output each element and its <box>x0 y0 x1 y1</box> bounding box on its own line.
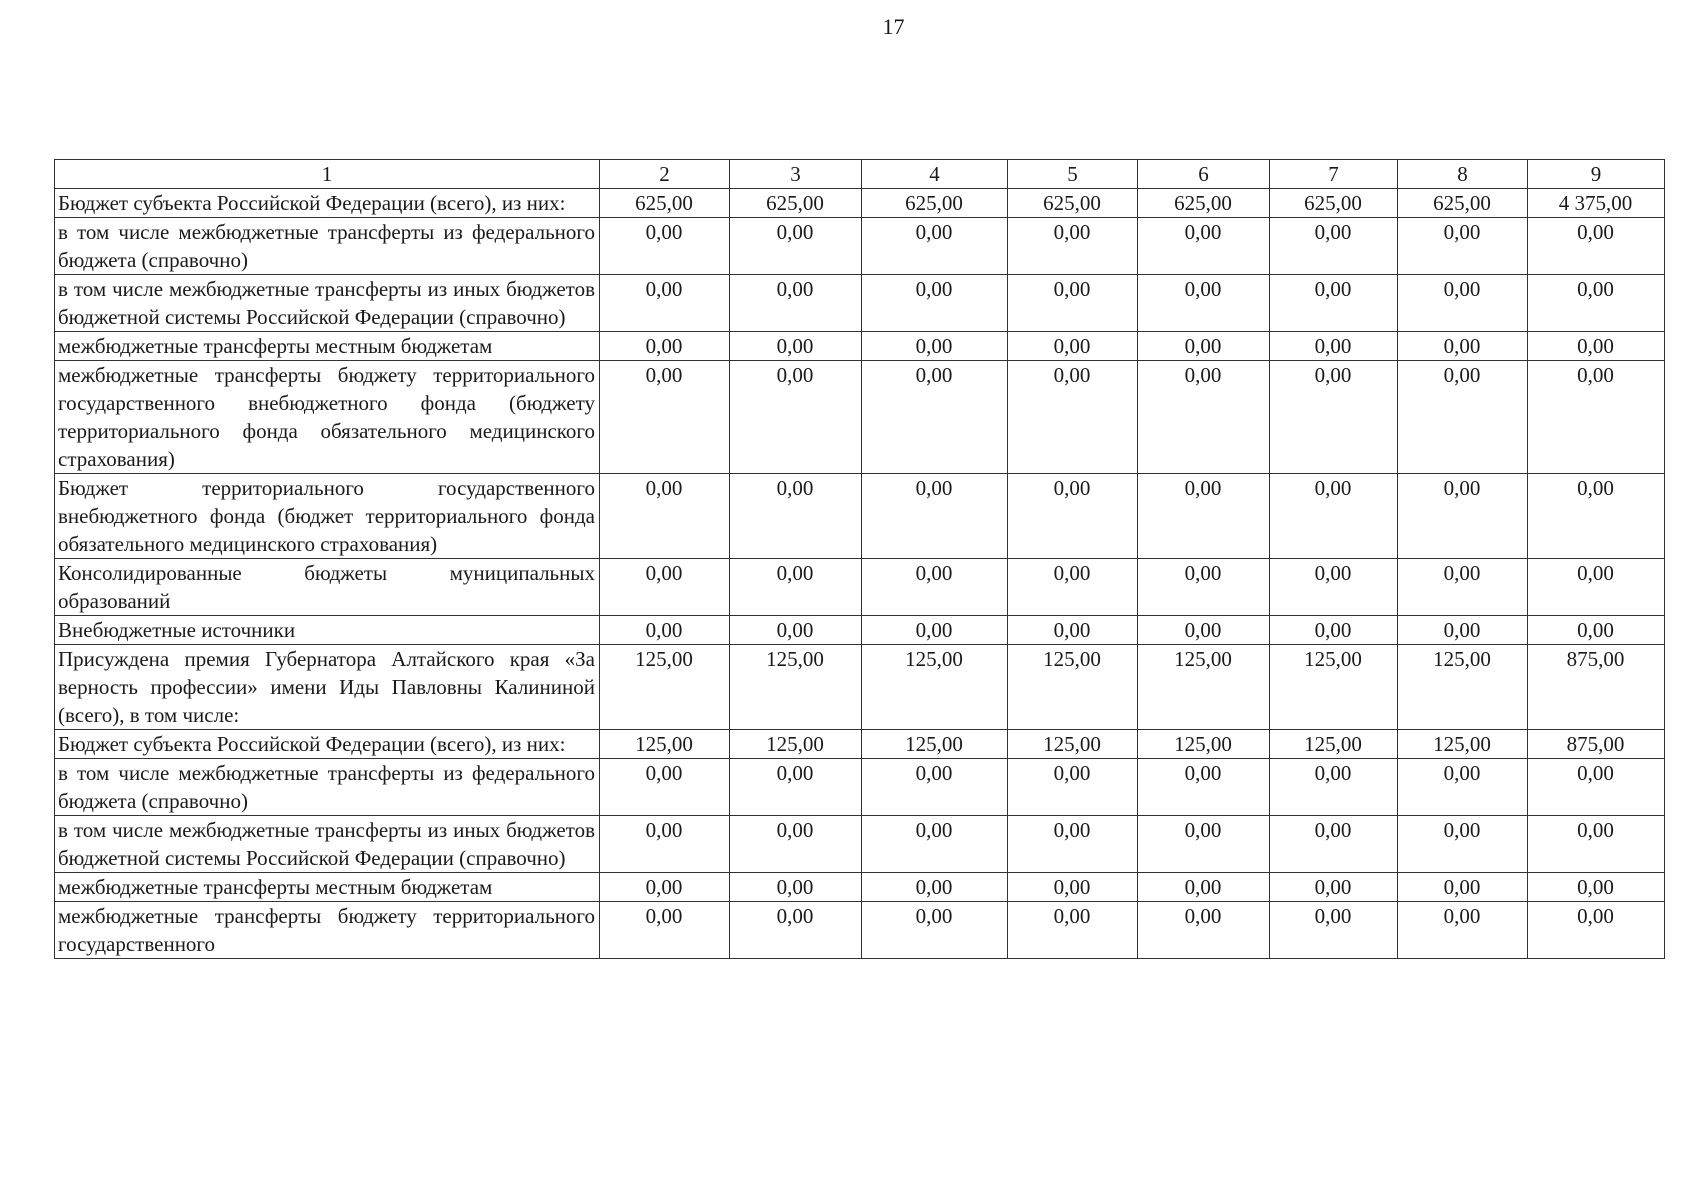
value-cell: 125,00 <box>1138 645 1270 730</box>
value-cell: 0,00 <box>1528 218 1665 275</box>
column-header: 6 <box>1138 160 1270 189</box>
row-label: в том числе межбюджетные трансферты из федерального бюджета (справочно) <box>55 218 600 275</box>
row-label: в том числе межбюджетные трансферты из федерального бюджета (справочно) <box>55 759 600 816</box>
value-cell: 0,00 <box>730 902 862 959</box>
row-label: Присуждена премия Губернатора Алтайского края «За верность профессии» имени Иды Павловны Калининой (всего), в том числе: <box>55 645 600 730</box>
table-row <box>55 189 1665 218</box>
table-row <box>55 902 1665 959</box>
value-cell: 0,00 <box>862 559 1008 616</box>
column-header: 2 <box>600 160 730 189</box>
value-cell: 125,00 <box>1270 645 1398 730</box>
table-row <box>55 816 1665 873</box>
table-row <box>55 645 1665 730</box>
value-cell: 0,00 <box>1270 759 1398 816</box>
value-cell: 875,00 <box>1528 730 1665 759</box>
value-cell: 125,00 <box>862 730 1008 759</box>
value-cell: 0,00 <box>600 816 730 873</box>
value-cell: 0,00 <box>600 616 730 645</box>
column-header: 7 <box>1270 160 1398 189</box>
value-cell: 0,00 <box>1398 759 1528 816</box>
value-cell: 0,00 <box>862 361 1008 474</box>
value-cell: 0,00 <box>600 275 730 332</box>
value-cell: 0,00 <box>1528 759 1665 816</box>
value-cell: 0,00 <box>1138 616 1270 645</box>
value-cell: 0,00 <box>862 616 1008 645</box>
value-cell: 125,00 <box>730 730 862 759</box>
column-header: 4 <box>862 160 1008 189</box>
value-cell: 125,00 <box>1398 645 1528 730</box>
value-cell: 0,00 <box>730 616 862 645</box>
value-cell: 0,00 <box>1528 559 1665 616</box>
value-cell: 875,00 <box>1528 645 1665 730</box>
value-cell: 0,00 <box>862 902 1008 959</box>
value-cell: 0,00 <box>730 218 862 275</box>
value-cell: 0,00 <box>600 559 730 616</box>
value-cell: 625,00 <box>1138 189 1270 218</box>
value-cell: 0,00 <box>1270 474 1398 559</box>
row-label: межбюджетные трансферты местным бюджетам <box>55 873 600 902</box>
value-cell: 625,00 <box>730 189 862 218</box>
value-cell: 0,00 <box>730 275 862 332</box>
value-cell: 0,00 <box>862 275 1008 332</box>
value-cell: 125,00 <box>1008 645 1138 730</box>
value-cell: 0,00 <box>600 474 730 559</box>
value-cell: 0,00 <box>730 759 862 816</box>
value-cell: 0,00 <box>1528 275 1665 332</box>
value-cell: 0,00 <box>862 474 1008 559</box>
table-row <box>55 730 1665 759</box>
value-cell: 0,00 <box>1398 902 1528 959</box>
value-cell: 0,00 <box>1138 332 1270 361</box>
value-cell: 0,00 <box>1008 873 1138 902</box>
column-header: 3 <box>730 160 862 189</box>
row-label: Бюджет субъекта Российской Федерации (всего), из них: <box>55 730 600 759</box>
value-cell: 625,00 <box>1398 189 1528 218</box>
value-cell: 0,00 <box>1270 559 1398 616</box>
value-cell: 0,00 <box>600 759 730 816</box>
table-row <box>55 218 1665 275</box>
column-header: 8 <box>1398 160 1528 189</box>
value-cell: 0,00 <box>1528 816 1665 873</box>
value-cell: 0,00 <box>1008 559 1138 616</box>
value-cell: 0,00 <box>600 332 730 361</box>
value-cell: 125,00 <box>600 645 730 730</box>
value-cell: 0,00 <box>1528 616 1665 645</box>
row-label: межбюджетные трансферты местным бюджетам <box>55 332 600 361</box>
value-cell: 0,00 <box>1008 616 1138 645</box>
row-label: Бюджет территориального государственного внебюджетного фонда (бюджет территориального фонда обязательного медицинского страхования) <box>55 474 600 559</box>
table-row <box>55 474 1665 559</box>
value-cell: 0,00 <box>1138 873 1270 902</box>
header-row <box>55 160 1665 189</box>
value-cell: 625,00 <box>1270 189 1398 218</box>
value-cell: 0,00 <box>730 474 862 559</box>
value-cell: 125,00 <box>600 730 730 759</box>
value-cell: 0,00 <box>1270 275 1398 332</box>
value-cell: 0,00 <box>600 361 730 474</box>
budget-table <box>54 159 1665 959</box>
value-cell: 0,00 <box>1528 474 1665 559</box>
value-cell: 0,00 <box>1270 902 1398 959</box>
value-cell: 0,00 <box>1138 816 1270 873</box>
row-label: в том числе межбюджетные трансферты из иных бюджетов бюджетной системы Российской Федерации (справочно) <box>55 275 600 332</box>
value-cell: 0,00 <box>1008 332 1138 361</box>
value-cell: 0,00 <box>730 361 862 474</box>
value-cell: 0,00 <box>1138 218 1270 275</box>
value-cell: 0,00 <box>1398 616 1528 645</box>
value-cell: 625,00 <box>1008 189 1138 218</box>
value-cell: 0,00 <box>1270 218 1398 275</box>
value-cell: 125,00 <box>1270 730 1398 759</box>
value-cell: 0,00 <box>1008 816 1138 873</box>
value-cell: 0,00 <box>730 332 862 361</box>
value-cell: 0,00 <box>600 873 730 902</box>
value-cell: 0,00 <box>1008 902 1138 959</box>
value-cell: 0,00 <box>1528 873 1665 902</box>
value-cell: 0,00 <box>862 332 1008 361</box>
value-cell: 0,00 <box>1008 361 1138 474</box>
value-cell: 0,00 <box>1138 559 1270 616</box>
value-cell: 125,00 <box>1138 730 1270 759</box>
value-cell: 0,00 <box>1398 474 1528 559</box>
value-cell: 0,00 <box>1398 559 1528 616</box>
column-header: 5 <box>1008 160 1138 189</box>
value-cell: 125,00 <box>862 645 1008 730</box>
value-cell: 0,00 <box>1528 902 1665 959</box>
table-row <box>55 559 1665 616</box>
row-label: Консолидированные бюджеты муниципальных образований <box>55 559 600 616</box>
value-cell: 0,00 <box>1528 361 1665 474</box>
table-row <box>55 759 1665 816</box>
table-row <box>55 873 1665 902</box>
value-cell: 625,00 <box>600 189 730 218</box>
value-cell: 0,00 <box>1138 474 1270 559</box>
table-row <box>55 616 1665 645</box>
value-cell: 0,00 <box>730 873 862 902</box>
value-cell: 0,00 <box>1138 759 1270 816</box>
value-cell: 0,00 <box>1398 361 1528 474</box>
row-label: межбюджетные трансферты бюджету территориального государственного <box>55 902 600 959</box>
row-label: Бюджет субъекта Российской Федерации (всего), из них: <box>55 189 600 218</box>
value-cell: 0,00 <box>1138 361 1270 474</box>
row-label: Внебюджетные источники <box>55 616 600 645</box>
value-cell: 0,00 <box>1398 873 1528 902</box>
value-cell: 0,00 <box>1398 218 1528 275</box>
value-cell: 125,00 <box>1008 730 1138 759</box>
page-number: 17 <box>882 14 905 39</box>
column-header: 1 <box>55 160 600 189</box>
value-cell: 4 375,00 <box>1528 189 1665 218</box>
value-cell: 0,00 <box>1528 332 1665 361</box>
value-cell: 0,00 <box>730 559 862 616</box>
value-cell: 0,00 <box>1270 873 1398 902</box>
value-cell: 0,00 <box>1008 759 1138 816</box>
value-cell: 0,00 <box>1398 816 1528 873</box>
value-cell: 0,00 <box>600 218 730 275</box>
value-cell: 125,00 <box>1398 730 1528 759</box>
value-cell: 0,00 <box>600 902 730 959</box>
value-cell: 0,00 <box>862 816 1008 873</box>
value-cell: 0,00 <box>1008 218 1138 275</box>
value-cell: 0,00 <box>862 759 1008 816</box>
value-cell: 0,00 <box>1398 332 1528 361</box>
value-cell: 0,00 <box>1270 361 1398 474</box>
value-cell: 0,00 <box>1270 816 1398 873</box>
table-row <box>55 361 1665 474</box>
value-cell: 0,00 <box>1138 902 1270 959</box>
row-label: межбюджетные трансферты бюджету территориального государственного внебюджетного фонда (бюджету территориального фонда обязательного медицинского страхования) <box>55 361 600 474</box>
value-cell: 0,00 <box>1398 275 1528 332</box>
value-cell: 0,00 <box>1138 275 1270 332</box>
value-cell: 0,00 <box>1270 616 1398 645</box>
value-cell: 0,00 <box>862 873 1008 902</box>
value-cell: 0,00 <box>1008 275 1138 332</box>
row-label: в том числе межбюджетные трансферты из иных бюджетов бюджетной системы Российской Федерации (справочно) <box>55 816 600 873</box>
value-cell: 0,00 <box>1270 332 1398 361</box>
value-cell: 0,00 <box>862 218 1008 275</box>
value-cell: 0,00 <box>1008 474 1138 559</box>
value-cell: 625,00 <box>862 189 1008 218</box>
column-header: 9 <box>1528 160 1665 189</box>
value-cell: 125,00 <box>730 645 862 730</box>
table-row <box>55 275 1665 332</box>
table-row <box>55 332 1665 361</box>
value-cell: 0,00 <box>730 816 862 873</box>
